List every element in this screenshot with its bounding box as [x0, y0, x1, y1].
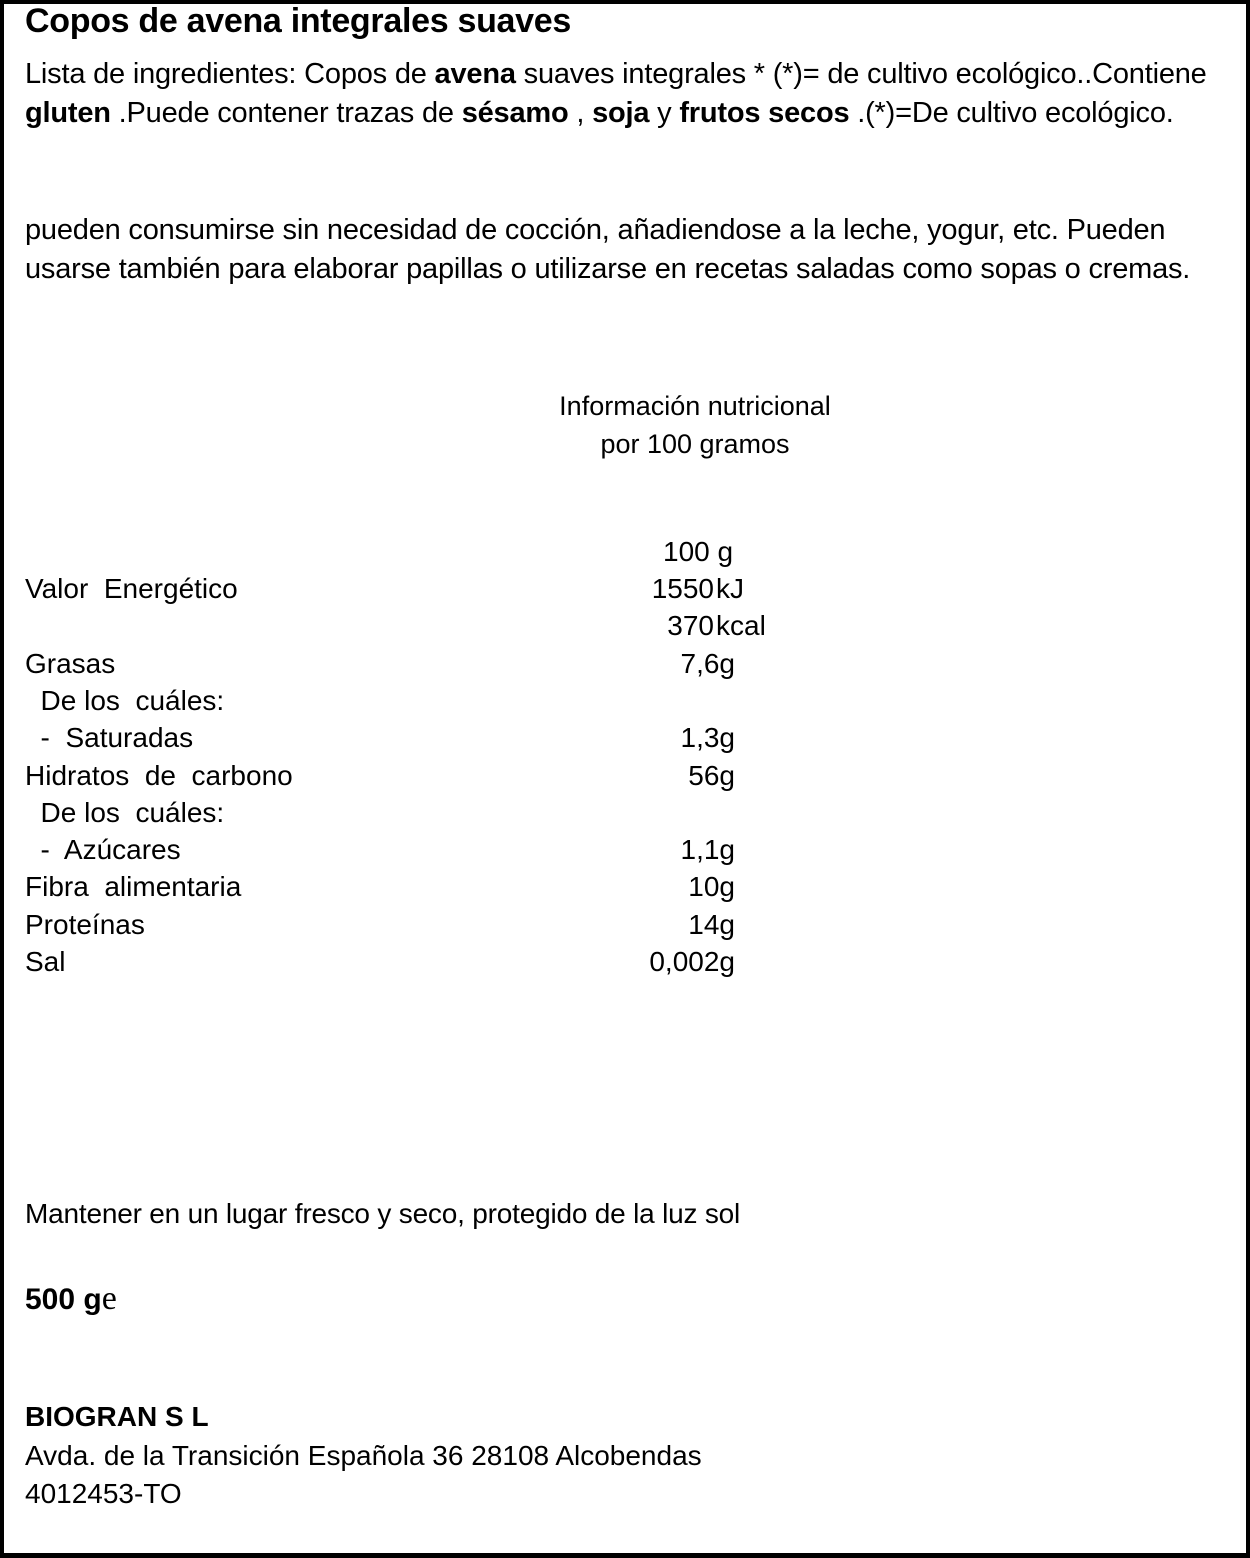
- nutrient-label: Sal: [25, 946, 66, 977]
- estimated-sign-icon: e: [101, 1280, 117, 1317]
- ingredients-segment: .Puede contener trazas de: [110, 96, 462, 129]
- nutrient-unit: kcal: [716, 610, 766, 642]
- nutrition-row: [0, 610, 1250, 647]
- allergen-highlight: avena: [434, 58, 516, 90]
- ingredients-segment: .(*)=De cultivo ecológico.: [849, 96, 1174, 129]
- nutrition-row: [0, 648, 900, 685]
- nutrient-value: 7,6g: [680, 647, 735, 679]
- nutrient-label: - Azúcares: [25, 834, 181, 866]
- nutrition-row: [0, 760, 900, 797]
- nutrient-label: De los cuáles:: [25, 796, 225, 828]
- nutrition-column-header: 100 g: [663, 536, 734, 567]
- nutrition-row: [0, 946, 900, 983]
- nutrient-label: De los cuáles:: [25, 684, 225, 716]
- ingredients-text: [25, 55, 1215, 132]
- product-code: 4012453-TO: [25, 1478, 182, 1509]
- product-title: Copos de avena integrales suaves: [25, 2, 571, 40]
- nutrition-heading-line1: Información nutricional: [559, 391, 831, 421]
- allergen-highlight: sésamo: [461, 96, 569, 129]
- nutrition-row: [0, 685, 900, 722]
- net-weight-value: 500 g: [25, 1283, 102, 1316]
- company-name: BIOGRAN S L: [25, 1401, 209, 1432]
- nutrient-value: 0,002g: [649, 946, 735, 977]
- net-weight: [25, 1280, 117, 1318]
- nutrient-value: 14g: [688, 908, 735, 940]
- nutrition-row: [0, 722, 900, 759]
- nutrient-unit: kJ: [716, 573, 744, 604]
- ingredients-segment: suaves integrales * (*)= de cultivo ecológico..Contiene: [515, 58, 1207, 90]
- allergen-highlight: soja: [592, 96, 650, 129]
- nutrition-row: [0, 871, 900, 908]
- nutrient-label: Valor Energético: [25, 573, 238, 604]
- nutrition-row: [0, 573, 1250, 610]
- nutrient-value: 1,3g: [680, 722, 735, 754]
- allergen-highlight: gluten: [25, 96, 111, 129]
- nutrient-label: Proteínas: [25, 908, 145, 940]
- ingredients-segment: Lista de ingredientes: Copos de: [25, 58, 435, 90]
- nutrient-value: 10g: [688, 871, 735, 903]
- nutrient-value: 1,1g: [680, 834, 735, 866]
- usage-text: pueden consumirse sin necesidad de cocción, añadiendose a la leche, yogur, etc. Pueden usarse también para elaborar papillas o utilizarse en recetas saladas como sopas o cremas.: [25, 214, 1191, 285]
- allergen-highlight: frutos secos: [679, 96, 850, 129]
- nutrition-row: [0, 909, 900, 946]
- ingredients-segment: y: [649, 96, 680, 129]
- nutrition-heading-line2: por 100 gramos: [600, 429, 790, 459]
- storage-text: Mantener en un lugar fresco y seco, protegido de la luz sol: [25, 1198, 741, 1229]
- nutrient-label: - Saturadas: [25, 722, 194, 754]
- company-address: Avda. de la Transición Española 36 28108 Alcobendas: [25, 1440, 702, 1471]
- nutrition-row: [0, 834, 900, 871]
- nutrient-value: 370: [667, 610, 714, 642]
- nutrient-label: Hidratos de carbono: [25, 759, 293, 791]
- nutrient-value: 1550: [651, 573, 714, 604]
- nutrient-label: Grasas: [25, 647, 116, 679]
- nutrient-label: Fibra alimentaria: [25, 871, 242, 903]
- ingredients-segment: ,: [568, 96, 593, 129]
- nutrition-row: [0, 797, 900, 834]
- nutrient-value: 56g: [688, 759, 735, 791]
- nutrition-heading: [445, 387, 945, 463]
